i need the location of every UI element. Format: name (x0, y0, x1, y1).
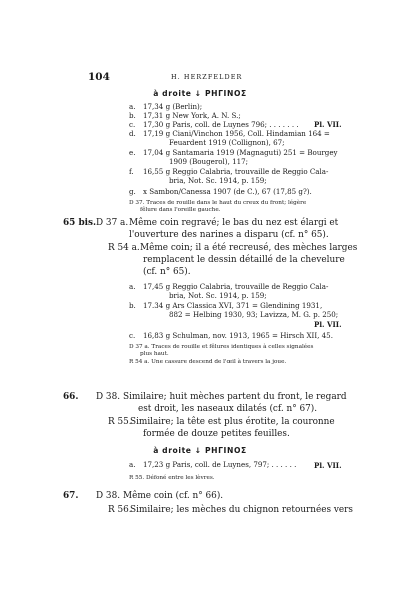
item-letter: e. (129, 148, 136, 157)
obverse-line: Même coin (cf. n° 66). (123, 491, 224, 501)
list-item (129, 331, 333, 341)
item-text: 17.34 g Ars Classica XVI, 371 = Glendining 1931, (143, 301, 323, 310)
item-text: 17,45 g Reggio Calabria, trouvaille de Reggio Cala- (143, 282, 329, 291)
list-item (129, 167, 329, 177)
item-continuation: 1909 (Bougerol), 117; (169, 157, 249, 166)
plate-ref: Pl. VII. (314, 120, 342, 129)
footnote-line: D 37. Traces de rouille dans le haut du creux du front; légère (129, 200, 307, 206)
obverse-line: l'ouverture des narines a disparu (cf. n° 65). (129, 230, 329, 240)
entry-number: 65 bis. (63, 218, 97, 228)
reverse-line: remplacent le dessin détaillé de la chevelure (143, 255, 345, 265)
obverse-line: est droit, les naseaux dilatés (cf. n° 67). (138, 404, 318, 414)
item-continuation: Feuardent 1919 (Collignon), 67; (169, 138, 285, 147)
item-letter: a. (129, 282, 136, 291)
item-letter: a. (129, 102, 136, 111)
item-continuation: bria, Not. Sc. 1914, p. 159; (169, 176, 267, 185)
reverse-line: Similaire; la tête est plus érotite, la couronne (130, 417, 335, 427)
obverse-die: D 37 a. (96, 218, 129, 228)
item-text: 16,83 g Schulman, nov. 1913, 1965 = Hirsch XII, 45. (143, 331, 333, 340)
list-item (129, 148, 338, 158)
obverse-line: Similaire; huit mèches partent du front, le regard (123, 392, 347, 402)
item-text: 17,23 g Paris, coll. de Luynes, 797; . . . . . . (143, 460, 297, 469)
reverse-line: (cf. n° 65). (143, 267, 191, 277)
reverse-line: Même coin; il a été recreusé, des mèches larges (140, 243, 358, 253)
item-letter: c. (129, 120, 136, 129)
list-item (129, 187, 312, 197)
legend-heading-65: à droite ↓ ΡΗΓΙΝΟΣ (153, 89, 247, 98)
list-item (129, 282, 329, 292)
item-letter: b. (129, 301, 136, 310)
footnote-line: D 37 a. Traces de rouille et fêlures identiques à celles signalées (129, 344, 314, 350)
item-text: 17,19 g Ciani/Vinchon 1956, Coll. Hindamian 164 = (143, 129, 330, 138)
item-continuation: bria, Not. Sc. 1914, p. 159; (169, 291, 267, 300)
item-letter: b. (129, 111, 136, 120)
reverse-line: formée de douze petites feuilles. (143, 429, 290, 439)
item-text: 17,30 g Paris, coll. de Luynes 796; . . . . . . . (143, 120, 299, 129)
footnote-line: R 54 a. Une cassure descend de l'œil à travers la joue. (129, 359, 287, 365)
item-continuation: 882 = Helbing 1930, 93; Lavizza, M. G. p. 250; (169, 310, 339, 319)
list-item (129, 460, 297, 470)
item-text: 17,34 g (Berlin); (143, 102, 203, 111)
item-letter: c. (129, 331, 136, 340)
reverse-die: R 54 a. (108, 243, 140, 253)
reverse-line: Similaire; les mèches du chignon retournées vers (130, 505, 353, 515)
entry-number: 66. (63, 392, 79, 402)
legend-heading-66: à droite ↓ ΡΗΓΙΝΟΣ (153, 446, 247, 455)
list-item (129, 301, 323, 311)
item-text: 16,55 g Reggio Calabria, trouvaille de Reggio Cala- (143, 167, 329, 176)
list-item (129, 129, 330, 139)
footnote-line: plus haut. (140, 351, 169, 357)
reverse-die: R 56. (108, 505, 132, 515)
item-letter: f. (129, 167, 134, 176)
item-letter: a. (129, 460, 136, 469)
running-head: H. HERZFELDER (171, 73, 243, 81)
item-letter: g. (129, 187, 136, 196)
entry-number: 67. (63, 491, 79, 501)
obverse-die: D 38. (96, 491, 121, 501)
plate-ref: Pl. VII. (314, 461, 342, 470)
item-text: x Sambon/Canessa 1907 (de C.), 67 (17,85 g?). (143, 187, 312, 196)
plate-ref: Pl. VII. (314, 320, 342, 329)
page-number: 104 (88, 71, 110, 83)
footnote-line: R 55. Défoné entre les lèvres. (129, 475, 215, 481)
item-text: 17,04 g Santamaria 1919 (Magnaguti) 251 = Bourgey (143, 148, 338, 157)
footnote-line: fêlure dans l'oreille gauche. (140, 207, 221, 213)
item-text: 17,31 g New York, A. N. S.; (143, 111, 241, 120)
item-letter: d. (129, 129, 136, 138)
reverse-die: R 55. (108, 417, 132, 427)
obverse-line: Même coin regravé; le bas du nez est élargi et (129, 218, 339, 228)
obverse-die: D 38. (96, 392, 121, 402)
